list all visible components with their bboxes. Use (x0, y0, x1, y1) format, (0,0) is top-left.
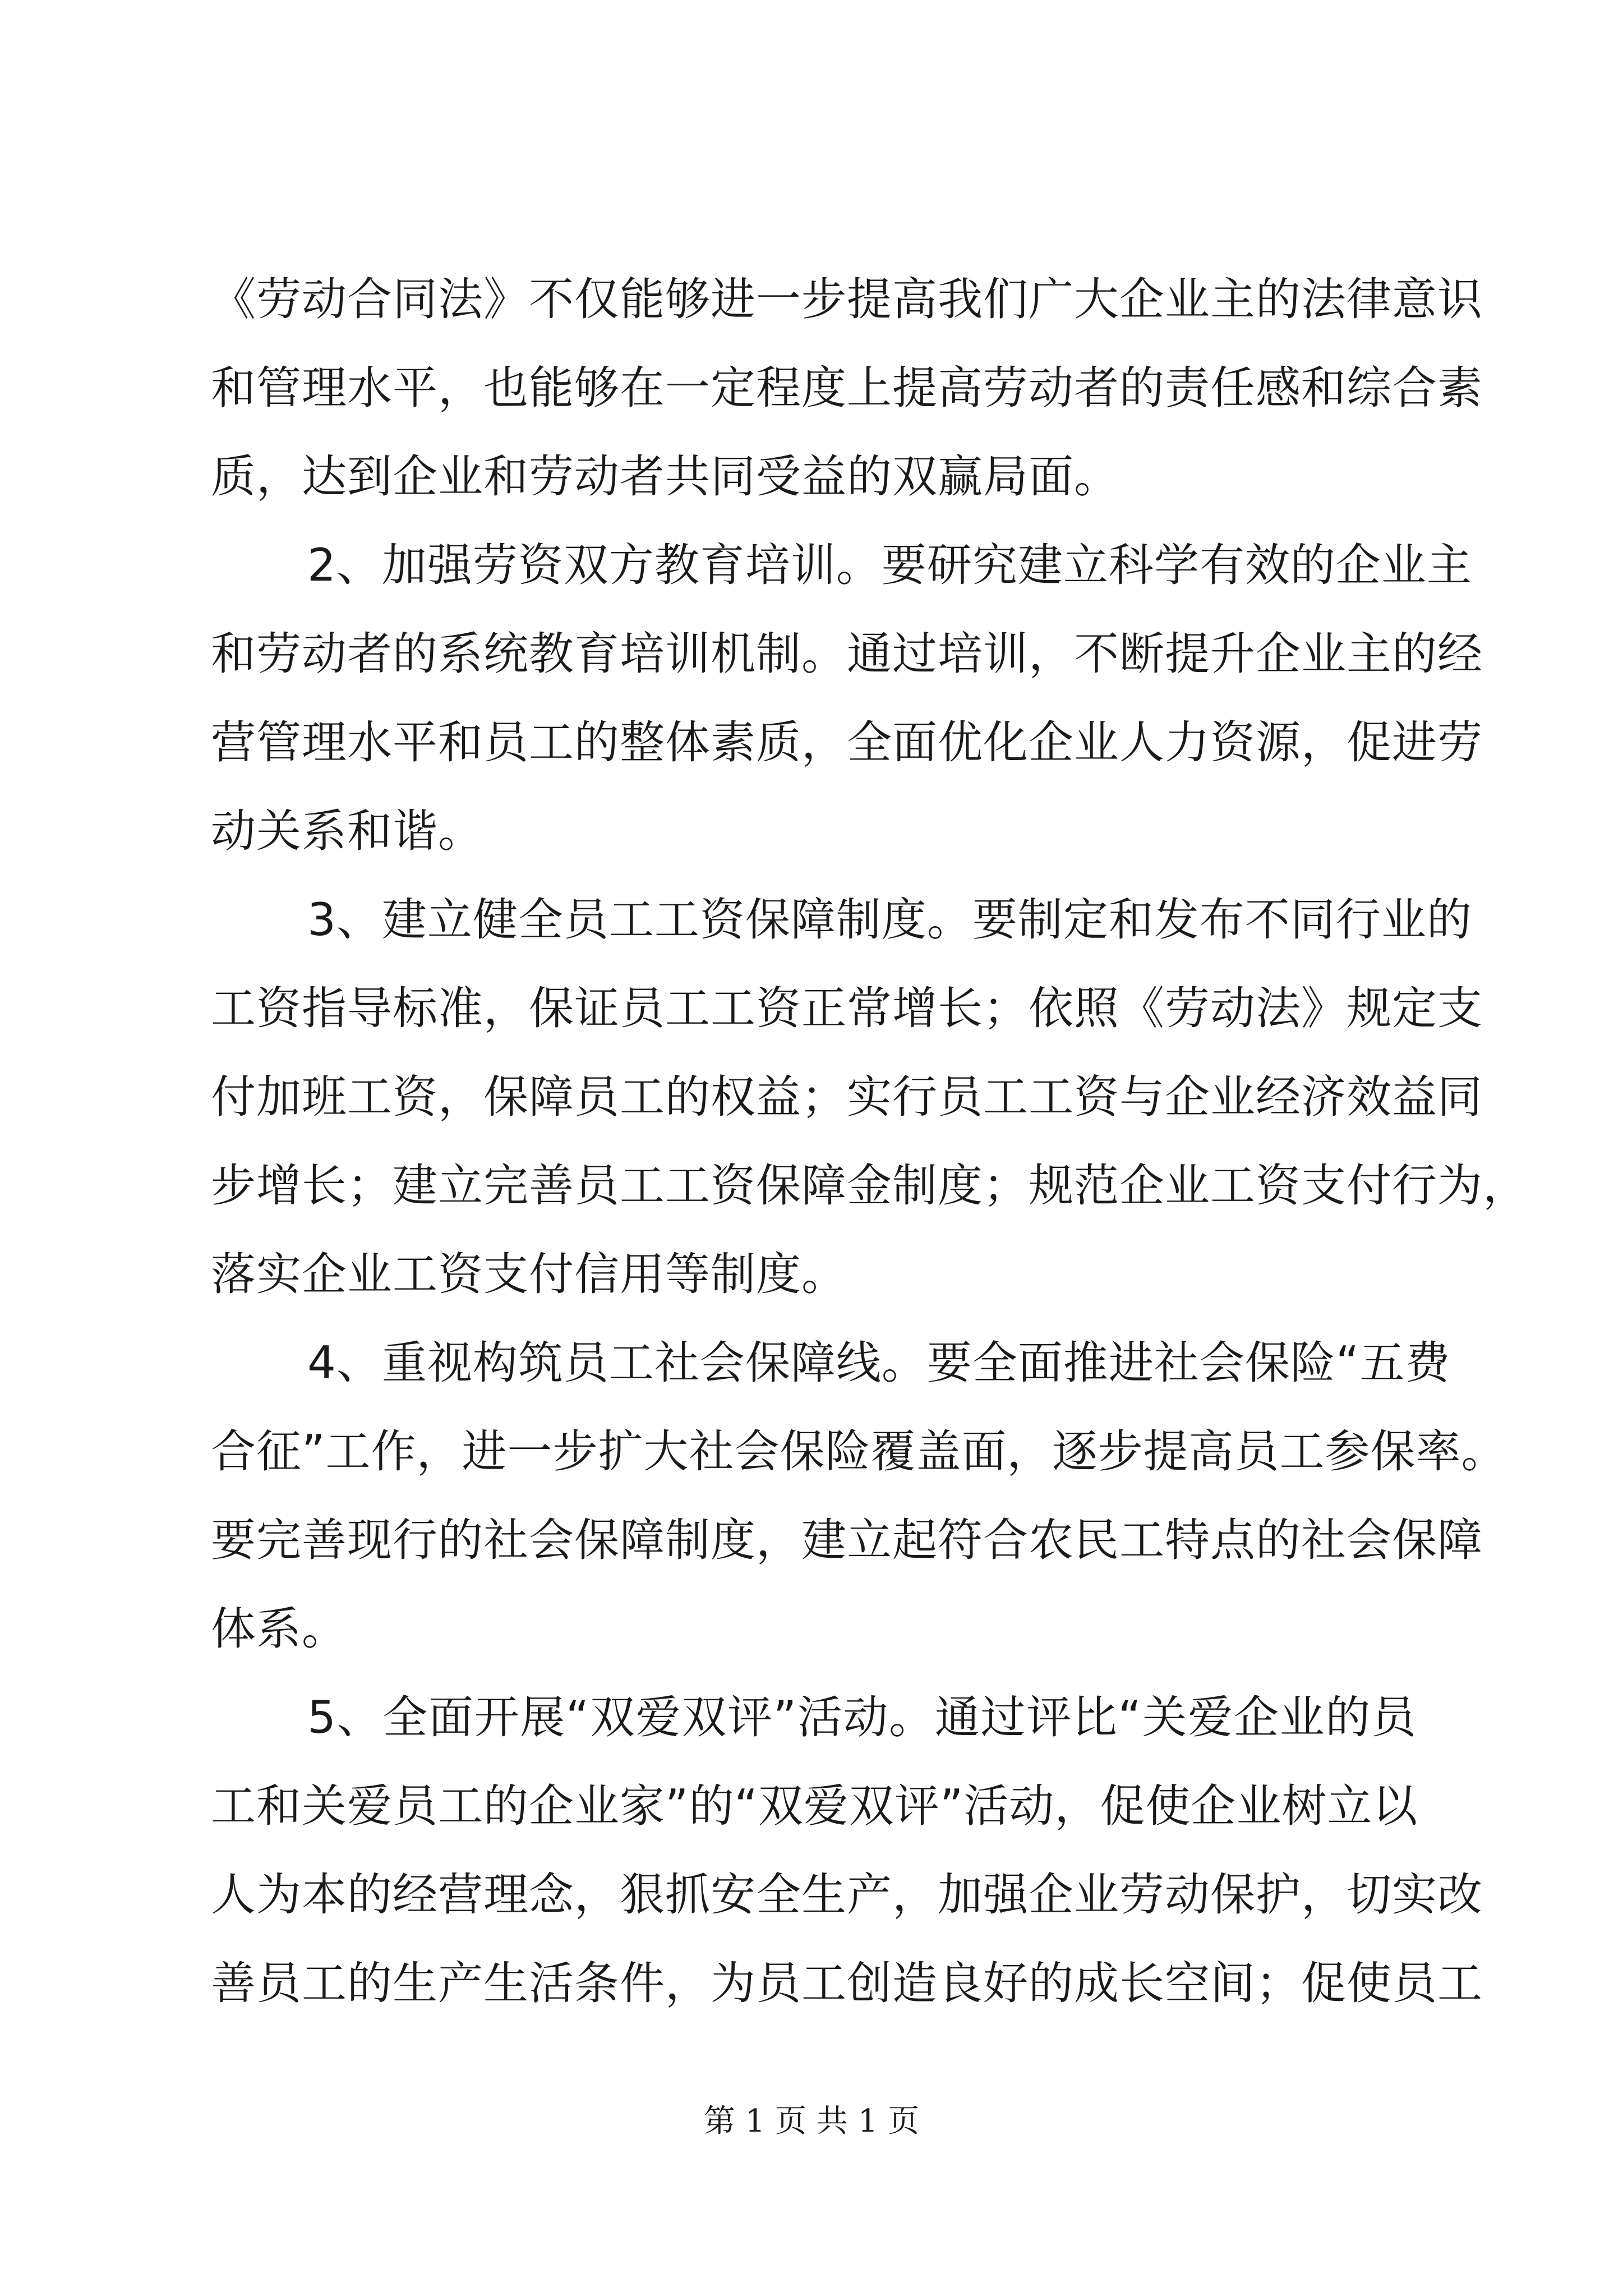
text-line: 合征”工作，进一步扩大社会保险覆盖面，逐步提高员工参保率。 (211, 1425, 1507, 1478)
text-line: 付加班工资，保障员工的权益；实行员工工资与企业经济效益同 (211, 1071, 1483, 1123)
text-line: 3、建立健全员工工资保障制度。要制定和发布不同行业的 (307, 894, 1472, 946)
text-line: 工资指导标准，保证员工工资正常增长；依照《劳动法》规定支 (211, 982, 1483, 1034)
text-line: 和管理水平，也能够在一定程度上提高劳动者的责任感和综合素 (211, 362, 1483, 414)
paragraph-3 (211, 876, 1528, 1319)
text-line: 2、加强劳资双方教育培训。要研究建立科学有效的企业主 (307, 539, 1472, 591)
page-footer: 第 1 页 共 1 页 (703, 2103, 920, 2139)
text-line: 人为本的经营理念，狠抓安全生产，加强企业劳动保护，切实改 (211, 1869, 1483, 1921)
paragraph-4 (211, 1319, 1507, 1673)
text-line: 质，达到企业和劳动者共同受益的双赢局面。 (211, 450, 1119, 503)
paragraph-5 (211, 1673, 1483, 2028)
document-body (211, 255, 1528, 2028)
text-line: 工和关爱员工的企业家”的“双爱双评”活动，促使企业树立以 (211, 1780, 1418, 1832)
text-line: 体系。 (211, 1603, 347, 1655)
text-line: 步增长；建立完善员工工资保障金制度；规范企业工资支付行为， (211, 1159, 1528, 1212)
text-line: 善员工的生产生活条件，为员工创造良好的成长空间；促使员工 (211, 1957, 1483, 2009)
text-line: 落实企业工资支付信用等制度。 (211, 1248, 847, 1300)
paragraph-1 (211, 255, 1483, 521)
text-line: 和劳动者的系统教育培训机制。通过培训，不断提升企业主的经 (211, 628, 1483, 680)
text-line: 4、重视构筑员工社会保障线。要全面推进社会保险“五费 (307, 1337, 1451, 1389)
text-line: 营管理水平和员工的整体素质，全面优化企业人力资源，促进劳 (211, 716, 1483, 769)
text-line: 5、全面开展“双爱双评”活动。通过评比“关爱企业的员 (307, 1691, 1417, 1743)
text-line: 《劳动合同法》不仅能够进一步提高我们广大企业主的法律意识 (211, 273, 1483, 325)
text-line: 动关系和谐。 (211, 805, 483, 857)
text-line: 要完善现行的社会保障制度，建立起符合农民工特点的社会保障 (211, 1514, 1483, 1566)
paragraph-2 (211, 521, 1483, 876)
